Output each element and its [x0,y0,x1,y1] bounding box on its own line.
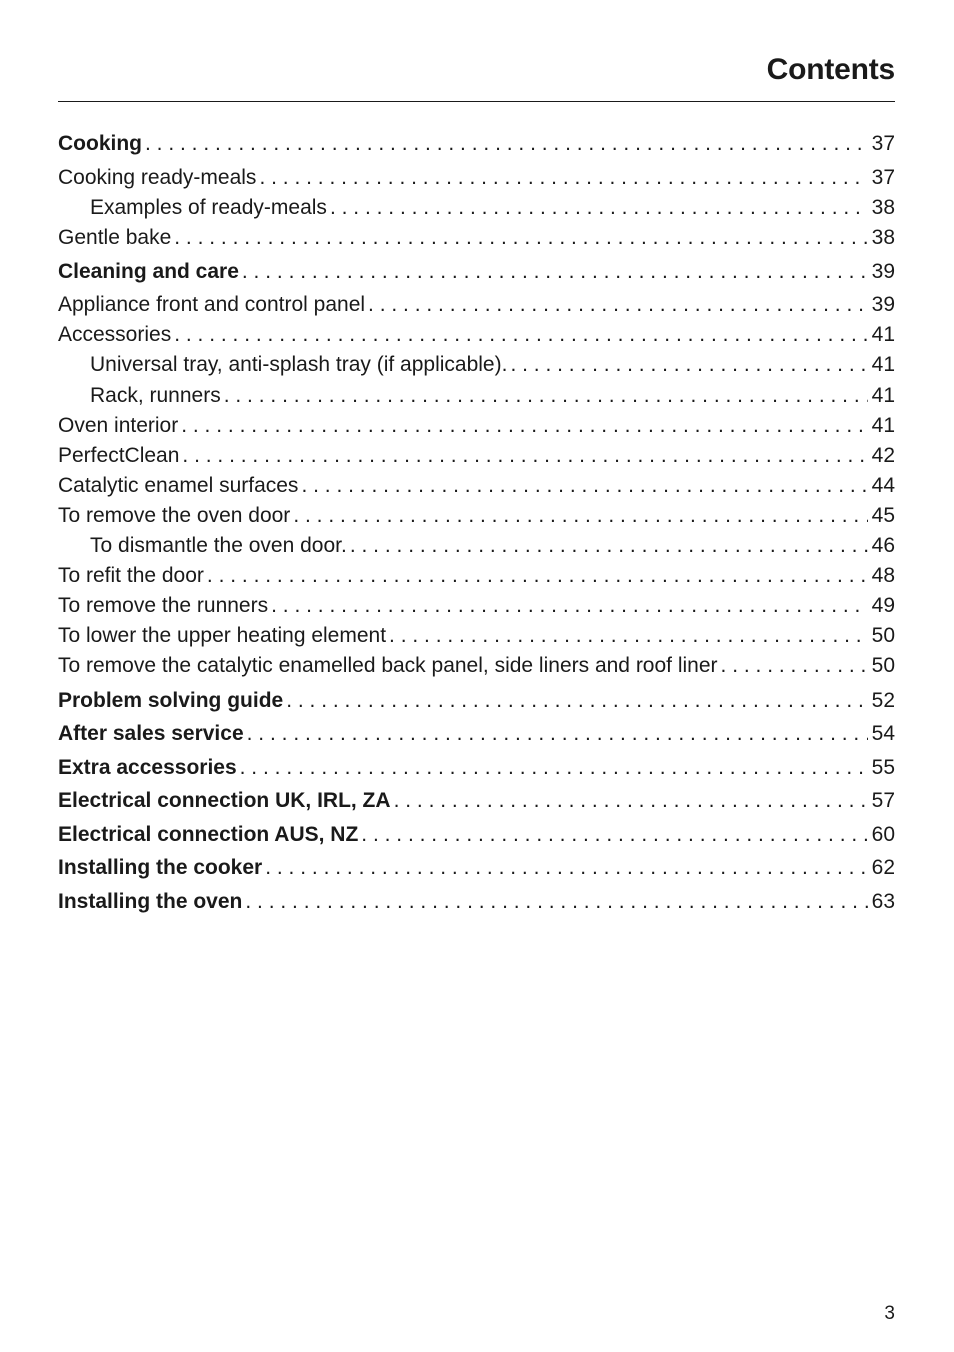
dot-leader [301,471,867,501]
toc-entry-label: Cleaning and care [58,259,239,283]
toc-entry-page: 50 [871,654,895,678]
toc-entry-page: 41 [871,413,895,437]
dot-leader [174,223,867,253]
toc-entry[interactable] [58,320,895,350]
dot-leader [182,441,867,471]
toc-entry-page: 38 [871,225,895,249]
toc-entry-page: 45 [871,503,895,527]
toc-entry-label: Catalytic enamel surfaces [58,473,299,497]
toc-entry-label: Electrical connection UK, IRL, ZA [58,789,391,812]
page-number: 3 [884,1303,895,1324]
toc-entry-page: 38 [871,195,895,219]
toc-entry[interactable] [58,163,895,193]
toc-entry-page: 41 [871,353,895,377]
toc-entry-page: 42 [871,443,895,467]
toc-entry-page: 54 [871,722,895,745]
toc-entry-page: 52 [871,688,895,712]
toc-entry[interactable] [58,853,895,887]
toc-entry-label: Electrical connection AUS, NZ [58,822,359,846]
toc-entry[interactable] [58,257,895,291]
dot-leader [361,820,867,850]
toc-entry-label: Appliance front and control panel [58,293,366,317]
toc-entry-label: Installing the cooker [58,856,263,879]
dot-leader [145,129,868,159]
toc-entry[interactable] [58,651,895,681]
toc-entry-label: Oven interior [58,413,179,437]
toc-entry-page: 41 [871,383,895,407]
dot-leader [286,686,867,716]
toc-entry-label: PerfectClean [58,443,180,467]
toc-entry[interactable] [58,686,895,720]
toc-entry-label: To refit the door [58,564,204,588]
toc-entry-page: 46 [871,534,895,558]
toc-entry[interactable] [58,531,895,561]
toc-entry-label: Cooking ready-meals [58,165,257,189]
toc-entry-label: To remove the catalytic enamelled back panel, side liners and roof liner [58,654,718,678]
toc-entry-label: Cooking [58,132,142,155]
dot-leader [265,853,867,883]
toc-entry[interactable] [58,719,895,753]
toc-entry-label: Extra accessories [58,755,237,779]
toc-entry-page: 49 [871,594,895,618]
dot-leader [394,786,868,816]
page-title: Contents [766,53,895,86]
toc-entry[interactable] [58,501,895,531]
toc-entry-page: 41 [871,323,895,347]
toc-entry-page: 44 [871,473,895,497]
toc-entry-label: After sales service [58,722,244,745]
dot-leader [242,257,868,287]
toc-entry-page: 50 [871,624,895,648]
toc-entry-label: Accessories [58,323,172,347]
toc-entry[interactable] [58,193,895,223]
toc-entry[interactable] [58,223,895,253]
toc-entry-label: To lower the upper heating element [58,624,387,648]
toc-entry-label: Examples of ready-meals [90,195,327,219]
toc-entry[interactable] [58,350,895,380]
dot-leader [259,163,867,193]
table-of-contents [58,129,895,920]
toc-entry[interactable] [58,753,895,787]
toc-entry[interactable] [58,887,895,921]
dot-leader [350,531,868,561]
dot-leader [389,621,868,651]
toc-entry[interactable] [58,561,895,591]
dot-leader [207,561,868,591]
toc-entry-label: Problem solving guide [58,688,284,712]
dot-leader [245,887,867,917]
dot-leader [721,651,868,681]
toc-entry-page: 57 [871,789,895,812]
toc-entry[interactable] [58,290,895,320]
dot-leader [510,350,867,380]
toc-entry-label: To remove the oven door [58,503,291,527]
dot-leader [271,591,868,621]
toc-entry[interactable] [58,471,895,501]
toc-entry-page: 39 [871,293,895,317]
dot-leader [240,753,868,783]
toc-entry[interactable] [58,820,895,854]
dot-leader [224,381,868,411]
page-header [58,50,895,102]
toc-entry-page: 39 [871,259,895,283]
toc-entry-page: 60 [871,822,895,846]
toc-entry[interactable] [58,129,895,163]
toc-entry-page: 48 [871,564,895,588]
toc-entry[interactable] [58,786,895,820]
toc-entry[interactable] [58,441,895,471]
dot-leader [247,719,868,749]
toc-entry[interactable] [58,591,895,621]
dot-leader [181,411,867,441]
toc-entry-page: 37 [871,132,895,155]
toc-entry-page: 62 [871,856,895,879]
toc-entry-page: 37 [871,165,895,189]
toc-entry-label: To remove the runners [58,594,269,618]
dot-leader [368,290,868,320]
toc-entry[interactable] [58,411,895,441]
toc-entry-label: Gentle bake [58,225,172,249]
toc-entry-page: 63 [871,889,895,913]
dot-leader [330,193,868,223]
toc-entry-label: To dismantle the oven door. [90,534,347,558]
toc-entry-page: 55 [871,755,895,779]
toc-entry-label: Installing the oven [58,889,243,913]
dot-leader [174,320,867,350]
toc-entry-label: Rack, runners [90,383,221,407]
toc-entry[interactable] [58,621,895,651]
toc-entry[interactable] [58,381,895,411]
dot-leader [293,501,867,531]
toc-entry-label: Universal tray, anti-splash tray (if applicable). [90,353,508,377]
